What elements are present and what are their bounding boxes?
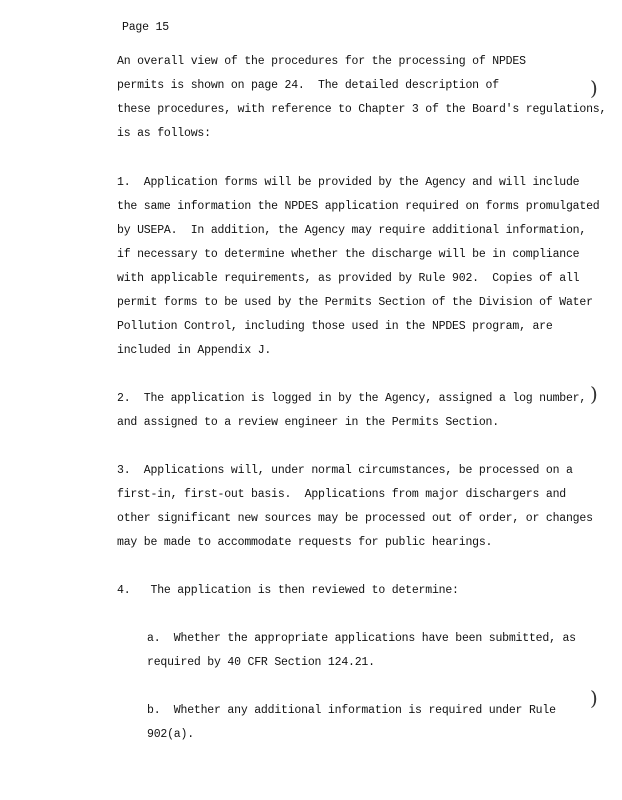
- item1-line: permit forms to be used by the Permits Section of the Division of Water: [117, 296, 593, 309]
- item3-line: may be made to accommodate requests for public hearings.: [117, 536, 493, 549]
- intro-line: permits is shown on page 24. The detailed description of: [117, 79, 499, 92]
- item4b-line: 902(a).: [147, 728, 194, 741]
- item1-line: 1. Application forms will be provided by the Agency and will include: [117, 176, 580, 189]
- item3-line: first-in, first-out basis. Applications from major dischargers and: [117, 488, 566, 501]
- item3-line: 3. Applications will, under normal circumstances, be processed on a: [117, 464, 573, 477]
- item4b-line: b. Whether any additional information is required under Rule: [147, 704, 556, 717]
- item2-line: and assigned to a review engineer in the Permits Section.: [117, 416, 499, 429]
- item1-line: with applicable requirements, as provided by Rule 902. Copies of all: [117, 272, 580, 285]
- intro-line: these procedures, with reference to Chapter 3 of the Board's regulations,: [117, 103, 607, 116]
- binding-hole-mark: ): [590, 76, 598, 100]
- item4-line: 4. The application is then reviewed to determine:: [117, 584, 459, 597]
- intro-line: is as follows:: [117, 127, 211, 140]
- binding-hole-mark: ): [590, 382, 598, 406]
- page-number: Page 15: [122, 21, 169, 34]
- item3-line: other significant new sources may be processed out of order, or changes: [117, 512, 593, 525]
- item4a-line: a. Whether the appropriate applications have been submitted, as: [147, 632, 576, 645]
- intro-line: An overall view of the procedures for the processing of NPDES: [117, 55, 526, 68]
- item1-line: included in Appendix J.: [117, 344, 272, 357]
- item1-line: Pollution Control, including those used in the NPDES program, are: [117, 320, 553, 333]
- item1-line: the same information the NPDES application required on forms promulgated: [117, 200, 600, 213]
- binding-hole-mark: ): [590, 686, 598, 710]
- item4a-line: required by 40 CFR Section 124.21.: [147, 656, 375, 669]
- item1-line: if necessary to determine whether the discharge will be in compliance: [117, 248, 580, 261]
- item2-line: 2. The application is logged in by the Agency, assigned a log number,: [117, 392, 587, 405]
- item1-line: by USEPA. In addition, the Agency may require additional information,: [117, 224, 587, 237]
